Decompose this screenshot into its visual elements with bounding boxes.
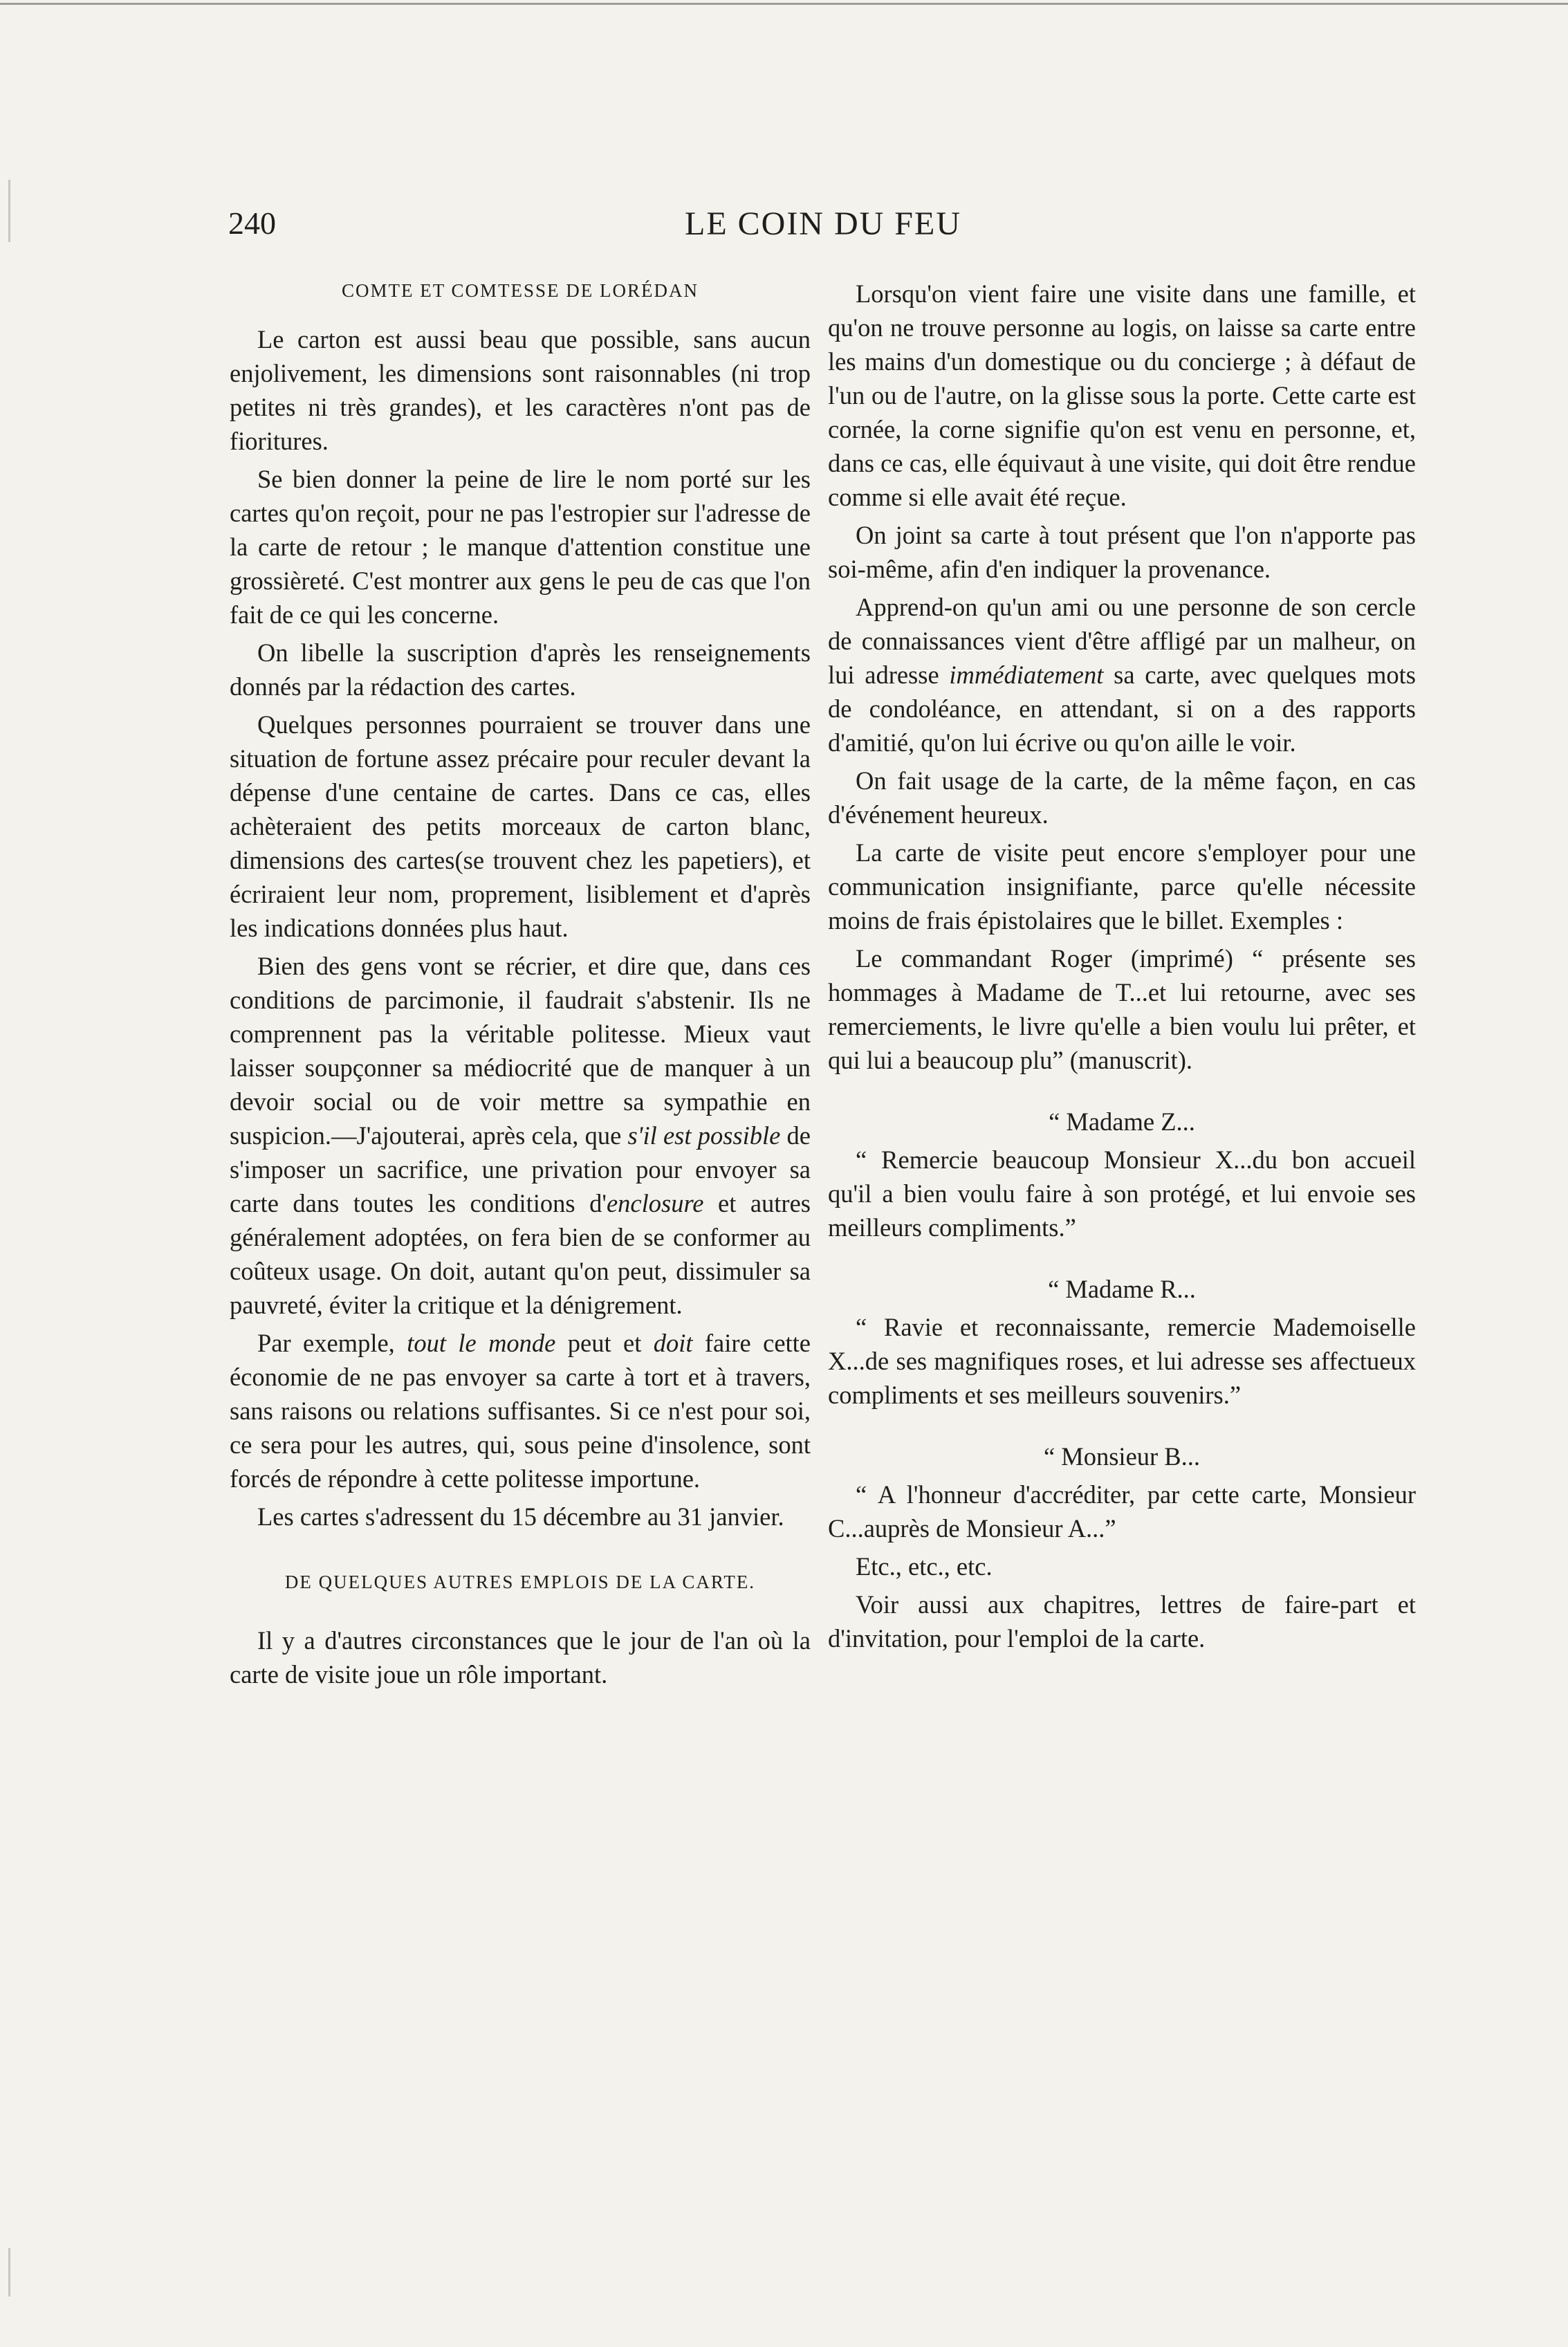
text-run: Par exemple, — [257, 1329, 407, 1357]
paragraph: On fait usage de la carte, de la même façon, en cas d'événement heureux. — [828, 766, 1416, 829]
example-text: “ Ravie et reconnaissante, remercie Mademoiselle X...de ses magnifiques roses, et lui adresse ses affectueux compliments et ses meilleurs souvenirs.” — [828, 1313, 1416, 1409]
paragraph: Se bien donner la peine de lire le nom porté sur les cartes qu'on reçoit, pour ne pas l'estropier sur l'adresse de la carte de retour ; le manque d'attention constitue une grossièreté. C'est montrer aux gens le peu de cas que l'on fait de ce qui les concerne. — [230, 465, 811, 629]
etc-line: Etc., etc., etc. — [856, 1552, 993, 1581]
paragraph: On joint sa carte à tout présent que l'on n'apporte pas soi-même, afin d'en indiquer la provenance. — [828, 521, 1416, 583]
paragraph: Le commandant Roger (imprimé) “ présente ses hommages à Madame de T...et lui retourne, avec ses remerciements, le livre qu'elle a bien voulu lui prêter, et qui lui a beaucoup plu” (manuscrit). — [828, 944, 1416, 1074]
example-text: “ A l'honneur d'accréditer, par cette carte, Monsieur C...auprès de Monsieur A...” — [828, 1480, 1416, 1543]
italic-text: doit — [653, 1329, 693, 1357]
text-run: de s'imposer un sacrifice, une privation pour envoyer sa carte dans toutes les conditions d' — [230, 1121, 811, 1217]
paragraph: Le carton est aussi beau que possible, sans aucun enjolivement, les dimensions sont raisonnables (ni trop petites ni très grandes), et les caractères n'ont pas de fioritures. — [230, 325, 811, 455]
page-header — [228, 205, 1418, 253]
right-column — [828, 277, 1416, 1659]
example-signature: “ Madame R... — [1048, 1275, 1196, 1303]
scan-edge-mark — [8, 2248, 10, 2297]
text-run: et autres généralement adoptées, on fera bien de se conformer au coûteux usage. On doit, autant qu'on peut, dissimuler sa pauvreté, éviter la critique et la dénigrement. — [230, 1189, 811, 1319]
running-title: LE COIN DU FEU — [685, 205, 961, 242]
page-number: 240 — [228, 205, 276, 241]
paragraph: Il y a d'autres circonstances que le jour de l'an où la carte de visite joue un rôle important. — [230, 1626, 811, 1688]
section-heading: COMTE ET COMTESSE DE LORÉDAN — [341, 280, 699, 301]
paragraph: On libelle la suscription d'après les renseignements donnés par la rédaction des cartes. — [230, 638, 811, 701]
scan-edge-mark — [8, 180, 10, 242]
example-text: “ Remercie beaucoup Monsieur X...du bon accueil qu'il a bien voulu faire à son protégé, et lui envoie ses meilleurs compliments.” — [828, 1145, 1416, 1242]
italic-text: tout le monde — [407, 1329, 556, 1357]
italic-text: s'il est possible — [627, 1121, 781, 1150]
text-run: peut et — [555, 1329, 654, 1357]
paragraph: Lorsqu'on vient faire une visite dans une famille, et qu'on ne trouve personne au logis, on laisse sa carte entre les mains d'un domestique ou du concierge ; à défaut de l'un ou de l'autre, on la glisse sous la porte. Cette carte est cornée, la corne signifie qu'on est venu en personne, et, dans ce cas, elle équivaut à une visite, qui doit être rendue comme si elle avait été reçue. — [828, 279, 1416, 511]
paragraph — [230, 1326, 811, 1495]
text-run: faire cette économie de ne pas envoyer sa carte à tort et à travers, sans raisons ou relations suffisantes. Si ce n'est pour soi, ce sera pour les autres, qui, sous peine d'insolence, sont forcés de répondre à cette politesse importune. — [230, 1329, 811, 1493]
example-signature: “ Monsieur B... — [1043, 1442, 1201, 1471]
paragraph — [230, 949, 811, 1322]
text-run: Apprend-on qu'un ami ou une personne de son cercle de connaissances vient d'être affligé par un malheur, on lui adresse — [828, 593, 1416, 689]
example-signature: “ Madame Z... — [1049, 1107, 1195, 1136]
paragraph: Les cartes s'adressent du 15 décembre au 31 janvier. — [257, 1502, 784, 1531]
paragraph: Quelques personnes pourraient se trouver dans une situation de fortune assez précaire pour reculer devant la dépense d'une centaine de cartes. Dans ce cas, elles achèteraient des petits morceaux de carton blanc, dimensions des cartes(se trouvent chez les papetiers), et écriraient leur nom, proprement, lisiblement et d'après les indications données plus haut. — [230, 710, 811, 942]
italic-text: enclosure — [606, 1189, 704, 1217]
section-heading: DE QUELQUES AUTRES EMPLOIS DE LA CARTE. — [284, 1572, 756, 1592]
italic-text: immédiatement — [949, 661, 1104, 689]
left-column — [230, 277, 811, 1695]
text-run: Bien des gens vont se récrier, et dire que, dans ces conditions de parcimonie, il faudrait s'abstenir. Ils ne comprennent pas la véritable politesse. Mieux vaut laisser soupçonner sa médiocrité que de manquer à un devoir social ou de voir mettre sa sympathie en suspicion.—J'ajouterai, après cela, que — [230, 952, 811, 1150]
paragraph — [828, 590, 1416, 760]
paragraph: Voir aussi aux chapitres, lettres de faire-part et d'invitation, pour l'emploi de la carte. — [828, 1590, 1416, 1653]
page-top-border — [0, 3, 1568, 5]
text-run: sa carte, avec quelques mots de condoléance, en attendant, si on a des rapports d'amitié, qu'on lui écrive ou qu'on aille le voir. — [828, 661, 1416, 757]
paragraph: La carte de visite peut encore s'employer pour une communication insignifiante, parce qu'elle nécessite moins de frais épistolaires que le billet. Exemples : — [828, 838, 1416, 935]
